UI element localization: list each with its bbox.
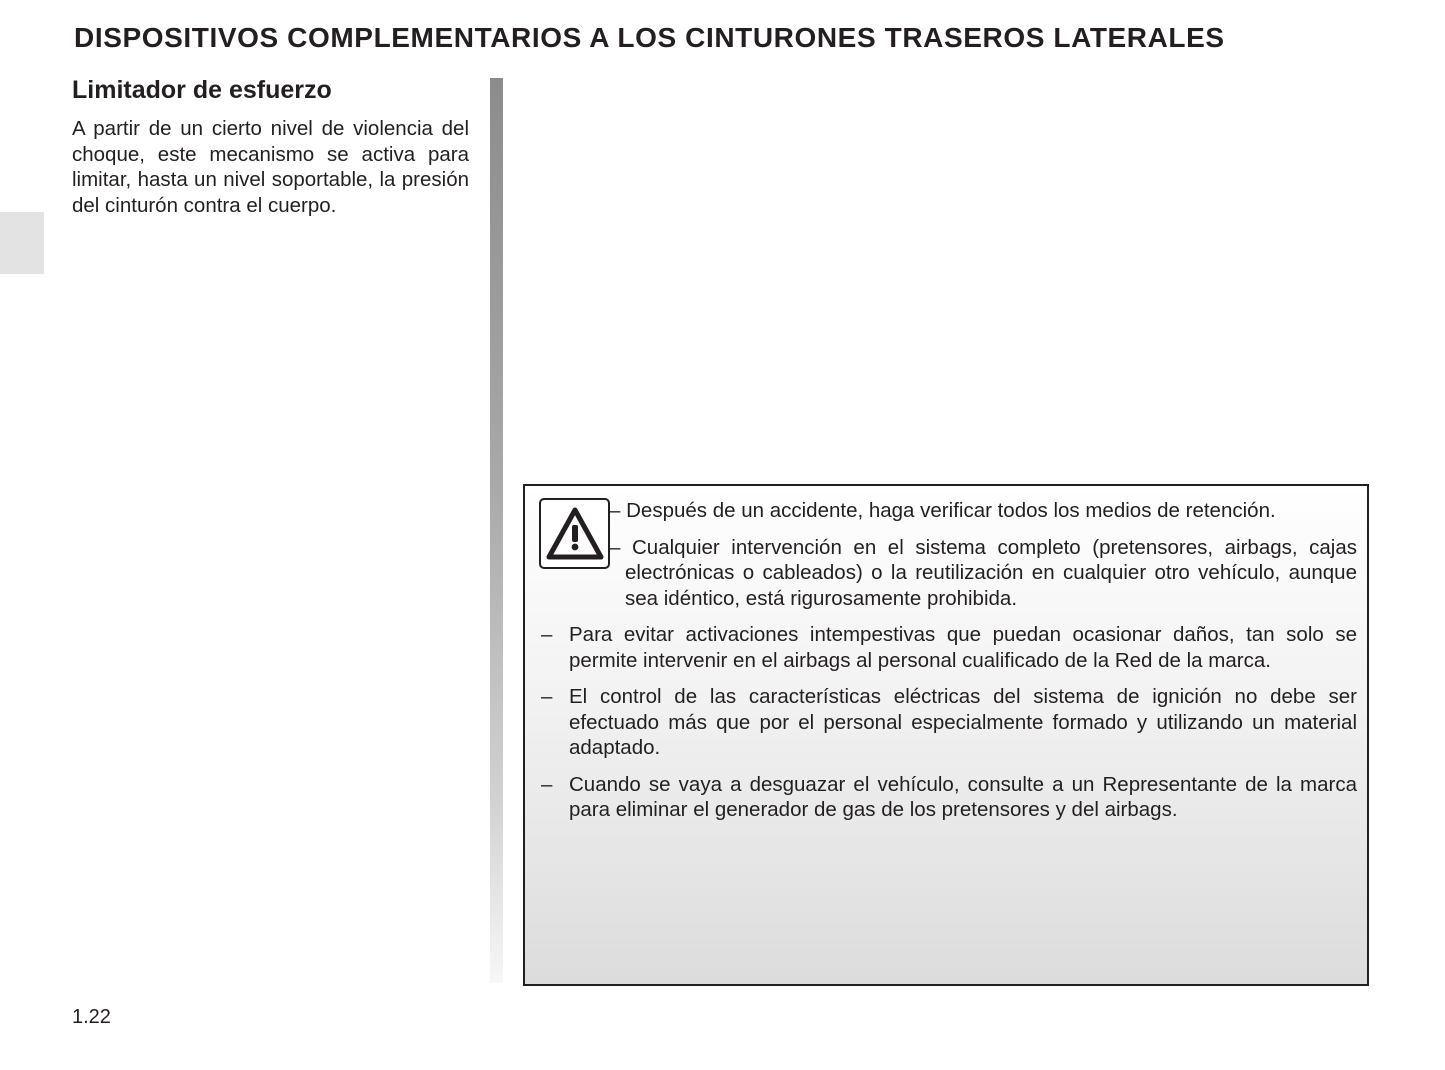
list-dash: –: [541, 685, 553, 708]
list-dash: –: [609, 499, 621, 522]
list-text: Cuando se vaya a desguazar el vehículo, consulte a un Representante de la marca para eliminar el generador de gas de los pretensores y del airbags.: [569, 772, 1357, 821]
list-item: [541, 622, 1357, 673]
chapter-tab: [0, 212, 44, 274]
section-body: A partir de un cierto nivel de violencia del choque, este mecanismo se activa para limitar, hasta un nivel soportable, la presión del cinturón contra el cuerpo.: [72, 117, 469, 217]
column-divider: [490, 78, 503, 983]
warning-list: [541, 498, 1357, 834]
list-item: [541, 684, 1357, 761]
list-text: El control de las características eléctricas del sistema de ignición no debe ser efectuado más que por el personal especialmente formado y utilizando un material adaptado.: [569, 685, 1357, 759]
list-text: Para evitar activaciones intempestivas que puedan ocasionar daños, tan solo se permite intervenir en el airbags al personal cualificado de la Red de la marca.: [569, 623, 1357, 672]
page-title: DISPOSITIVOS COMPLEMENTARIOS A LOS CINTURONES TRASEROS LATERALES: [74, 22, 1225, 53]
list-text: Después de un accidente, haga verificar todos los medios de retención.: [626, 499, 1276, 522]
list-dash: –: [541, 623, 553, 646]
list-dash: –: [541, 772, 553, 796]
warning-box: [523, 484, 1369, 986]
section-heading: Limitador de esfuerzo: [72, 76, 332, 104]
page-number: 1.22: [72, 1006, 111, 1028]
list-item: [541, 498, 1357, 611]
list-text: Cualquier intervención en el sistema completo (pretensores, airbags, cajas electrónicas o cableados) o la reutilización en cualquier otro vehículo, aunque sea idéntico, está rigurosamente prohibida.: [625, 535, 1357, 610]
list-dash: –: [609, 535, 621, 559]
list-item: [541, 772, 1357, 823]
